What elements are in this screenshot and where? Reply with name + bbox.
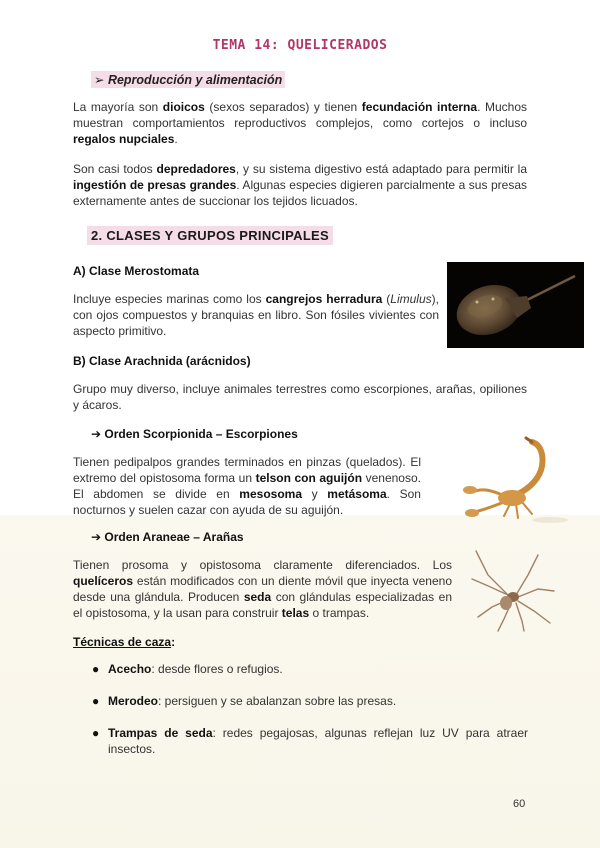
scorpionida-heading: ➔ Orden Scorpionida – Escorpiones [91, 427, 298, 441]
arachnida-paragraph: Grupo muy diverso, incluye animales terrestres como escorpiones, arañas, opiliones y ácaros. [73, 382, 527, 412]
page-number: 60 [513, 798, 526, 810]
section-heading-clases: 2. CLASES Y GRUPOS PRINCIPALES [87, 226, 333, 245]
horseshoe-crab-image [447, 262, 584, 348]
scorpionida-paragraph: Tienen pedipalpos grandes terminados en pinzas (quelados). El extremo del opistosoma forma un telson con aguijón venenoso. El abdomen se divide en mesosoma y metásoma. Son nocturnos y suelen cazar con ayuda de su aguijón. [73, 455, 421, 517]
bullet-icon: ● [92, 694, 100, 708]
list-item: ● Trampas de seda: redes pegajosas, algunas reflejan luz UV para atraer insectos. [92, 726, 528, 756]
list-item: ● Acecho: desde flores o refugios. [92, 662, 283, 676]
page-title: TEMA 14: QUELICERADOS [212, 38, 388, 53]
list-item: ● Merodeo: persiguen y se abalanzan sobre las presas. [92, 694, 397, 708]
merostomata-heading: A) Clase Merostomata [73, 264, 200, 278]
merostomata-paragraph: Incluye especies marinas como los cangrejos herradura (Limulus), con ojos compuestos y branquias en libro. Son fósiles vivientes con aspecto primitivo. [73, 292, 439, 338]
scorpion-image [460, 432, 570, 524]
reproduccion-paragraph-1: La mayoría son dioicos (sexos separados) y tienen fecundación interna. Muchos muestran comportamientos reproductivos complejos, como cortejos o incluso regalos nupciales. [73, 100, 527, 146]
bullet-icon: ● [92, 662, 100, 676]
bullet-icon: ● [92, 726, 100, 740]
araneae-heading: ➔ Orden Araneae – Arañas [91, 530, 244, 544]
spider-image [468, 545, 558, 633]
reproduccion-heading: ➢ Reproducción y alimentación [91, 71, 285, 88]
reproduccion-paragraph-2: Son casi todos depredadores, y su sistema digestivo está adaptado para permitir la ingestión de presas grandes. Algunas especies digieren parcialmente a sus presas externamente antes de succionar los tejidos licuados. [73, 162, 527, 208]
araneae-paragraph: Tienen prosoma y opistosoma claramente diferenciados. Los quelíceros están modificados con un diente móvil que inyecta veneno desde una glándula. Producen seda con glándulas especializadas en el opistosoma, y la usan para construir telas o trampas. [73, 558, 452, 620]
arachnida-heading: B) Clase Arachnida (arácnidos) [73, 354, 251, 368]
tecnicas-heading: Técnicas de caza: [73, 635, 176, 649]
